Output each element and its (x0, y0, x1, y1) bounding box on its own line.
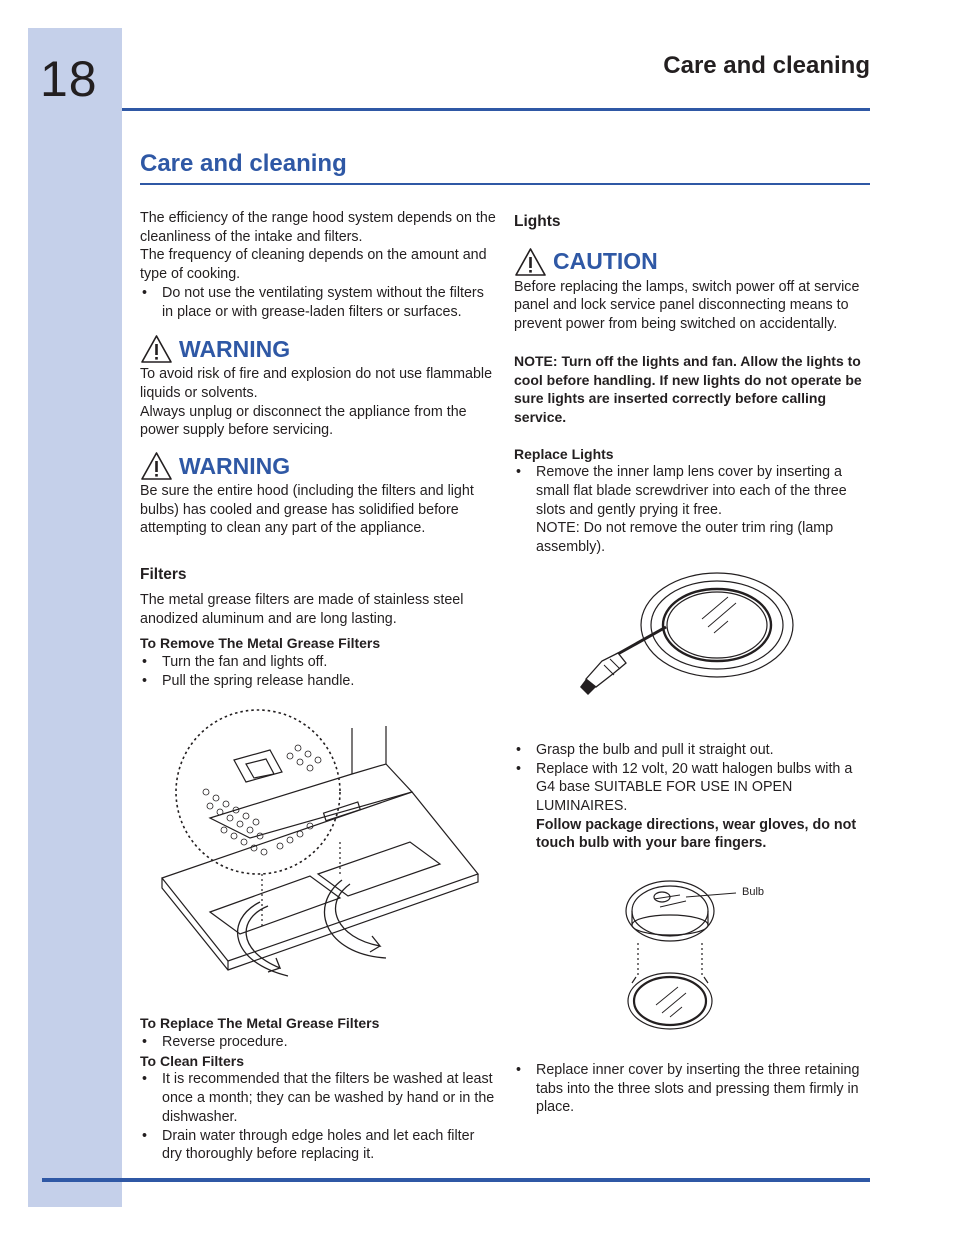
bulb-callout-label: Bulb (742, 886, 765, 899)
right-column (514, 213, 870, 1117)
warning-label-2: WARNING (179, 452, 291, 479)
replace-bullet: • Reverse procedure. (140, 1033, 496, 1052)
page-sidebar (28, 28, 122, 1207)
intro-text-1: The efficiency of the range hood system depends on the cleanliness of the intake and filters. (140, 210, 496, 245)
lights-bullet-1-note: NOTE: Do not remove the outer trim ring (lamp assembly). (536, 520, 834, 556)
warning-text-1a: To avoid risk of fire and explosion do not use flammable liquids or solvents. (140, 366, 493, 401)
warning-heading-1 (140, 333, 496, 365)
section-title: Care and cleaning (140, 150, 347, 177)
replace-lights-bullets-2 (514, 741, 870, 853)
lights-bullet-2: • Grasp the bulb and pull it straight out. (514, 741, 870, 760)
left-column (140, 209, 496, 1164)
warning-triangle-icon (140, 334, 173, 364)
header-rule (122, 108, 870, 111)
caution-heading (514, 246, 870, 278)
lights-bullet-3 (514, 760, 870, 854)
remove-filters-heading: To Remove The Metal Grease Filters (140, 635, 381, 652)
page-number: 18 (40, 51, 98, 107)
lamp-lens-screwdriver-illustration (514, 569, 870, 721)
warning-label-1: WARNING (179, 335, 291, 362)
section-rule (140, 183, 870, 185)
filters-text: The metal grease filters are made of stainless steel anodized aluminum and are long lasting. (140, 591, 464, 627)
clean-bullet-1: • It is recommended that the filters be washed at least once a month; they can be washed by hand or in the dishwasher. (140, 1070, 496, 1126)
remove-filters-bullets (140, 653, 496, 690)
clean-filters-heading: To Clean Filters (140, 1052, 244, 1069)
lights-bullet-1 (514, 463, 870, 557)
warning-text-2: Be sure the entire hood (including the filters and light bulbs) has cooled and grease has solidified before attempting to clean any part of the appliance. (140, 483, 474, 537)
range-hood-filter-illustration (140, 706, 496, 1006)
replace-filters-heading: To Replace The Metal Grease Filters (140, 1015, 380, 1032)
caution-label: CAUTION (553, 248, 658, 275)
warning-heading-2 (140, 450, 496, 482)
warning-triangle-icon (514, 247, 547, 277)
intro-text-2: The frequency of cleaning depends on the amount and type of cooking. (140, 247, 487, 283)
filters-heading: Filters (140, 566, 187, 584)
warning-text-1b: Always unplug or disconnect the appliance from the power supply before servicing. (140, 403, 467, 439)
lights-bullet-3-text: Replace with 12 volt, 20 watt halogen bulbs with a G4 base SUITABLE FOR USE IN OPEN LUMINAIRES. (536, 760, 853, 814)
lights-bullet-4: • Replace inner cover by inserting the three retaining tabs into the three slots and pressing them firmly in place. (514, 1061, 870, 1117)
lights-note: NOTE: Turn off the lights and fan. Allow the lights to cool before handling. If new lights do not operate be sure lights are inserted correctly before calling service. (514, 352, 862, 425)
footer-rule (42, 1178, 870, 1182)
remove-bullet-2: • Pull the spring release handle. (140, 672, 496, 691)
bulb-replacement-illustration (514, 877, 870, 1045)
replace-filters-bullets (140, 1033, 496, 1052)
clean-bullet-2: • Drain water through edge holes and let each filter dry thoroughly before replacing it. (140, 1127, 496, 1164)
clean-filters-bullets (140, 1070, 496, 1164)
lights-bullet-3-warning: Follow package directions, wear gloves, do not touch bulb with your bare fingers. (536, 816, 857, 852)
replace-lights-bullets-3 (514, 1061, 870, 1117)
caution-text: Before replacing the lamps, switch power off at service panel and lock service panel disconnecting means to prevent power from being switched on accidentally. (514, 278, 860, 333)
intro-bullets (140, 284, 496, 321)
intro-bullet: • Do not use the ventilating system without the filters in place or with grease-laden filters or surfaces. (140, 284, 496, 321)
remove-bullet-1: • Turn the fan and lights off. (140, 653, 496, 672)
lights-heading: Lights (514, 213, 561, 230)
header-title: Care and cleaning (663, 52, 870, 79)
lights-bullet-1-text: Remove the inner lamp lens cover by inserting a small flat blade screwdriver into each of the three slots and gently prying it free. (536, 464, 847, 518)
warning-triangle-icon (140, 451, 173, 481)
replace-lights-bullets-1 (514, 463, 870, 557)
bulb-diagram-wrapper (514, 877, 870, 1045)
replace-lights-heading: Replace Lights (514, 445, 614, 462)
